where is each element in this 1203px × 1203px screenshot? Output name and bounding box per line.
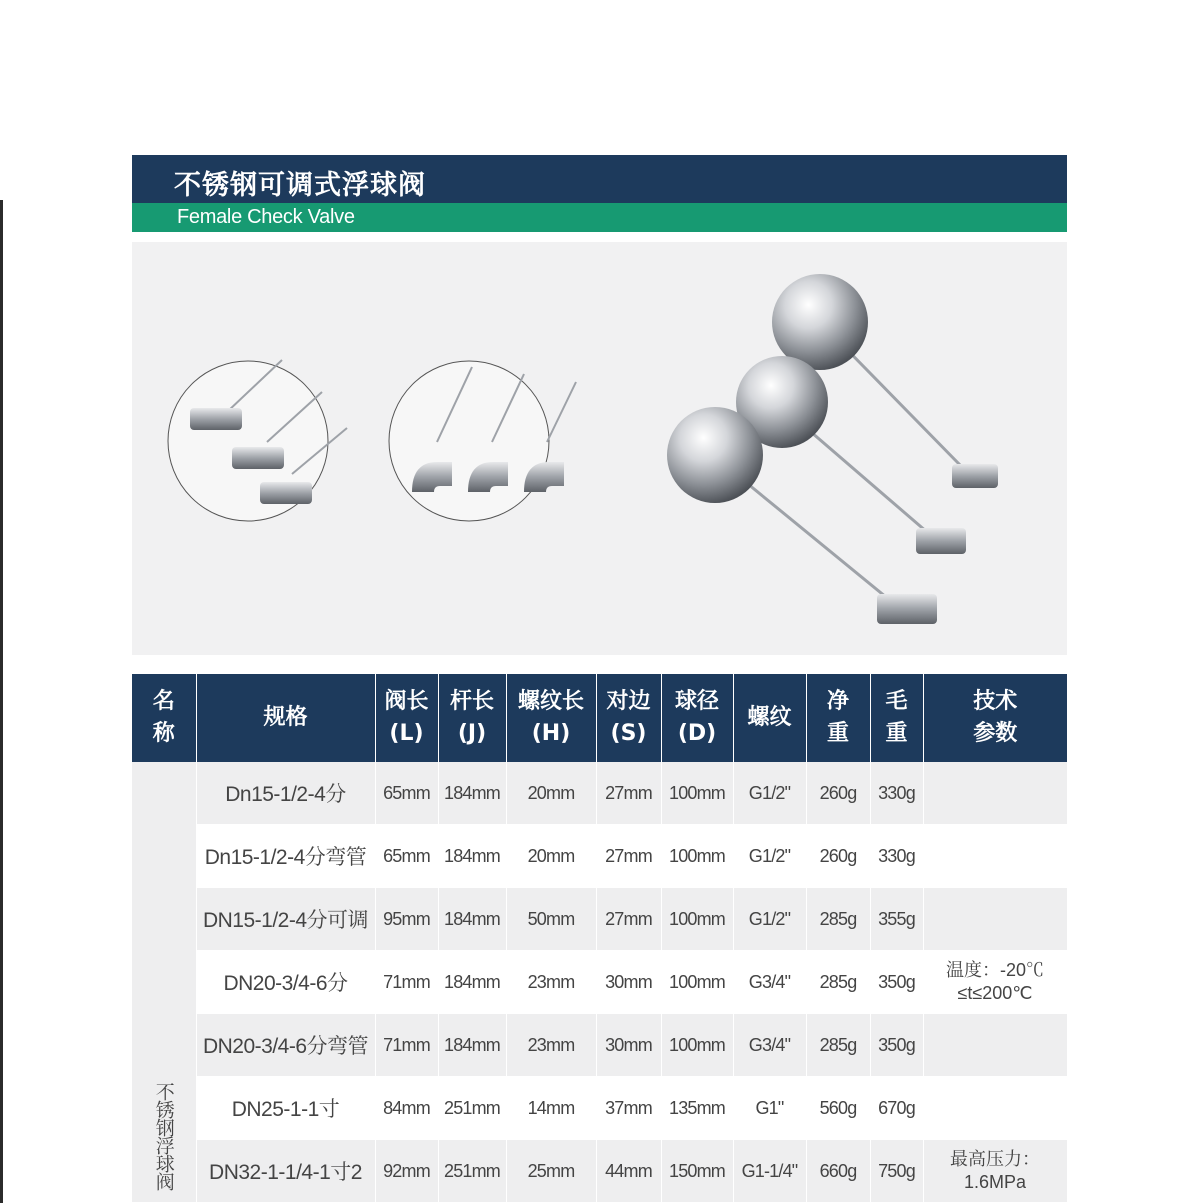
header-d: 球径 (D)	[661, 674, 733, 762]
cell-d: 100mm	[661, 888, 733, 951]
cell-j: 184mm	[438, 1014, 506, 1077]
cell-gross: 670g	[870, 1077, 923, 1140]
cell-thread: G3/4"	[733, 951, 806, 1014]
cell-s: 37mm	[596, 1077, 661, 1140]
cell-d: 100mm	[661, 762, 733, 825]
cell-h: 23mm	[506, 951, 596, 1014]
header-s: 对边 (S)	[596, 674, 661, 762]
cell-d: 100mm	[661, 825, 733, 888]
cell-tech-pressure: 最高压力： 1.6MPa	[923, 1140, 1067, 1203]
cell-gross: 355g	[870, 888, 923, 951]
cell-s: 30mm	[596, 1014, 661, 1077]
header-spec: 规格	[196, 674, 375, 762]
cell-tech	[923, 1077, 1067, 1140]
cell-h: 23mm	[506, 1014, 596, 1077]
cell-net: 260g	[806, 762, 870, 825]
left-edge-rule	[0, 200, 3, 1203]
cell-j: 184mm	[438, 762, 506, 825]
cell-j: 251mm	[438, 1140, 506, 1203]
cell-spec: Dn15-1/2-4分	[196, 762, 375, 825]
header-tech-params: 技术 参数	[923, 674, 1067, 762]
table-header-row	[132, 674, 1067, 762]
cell-spec: Dn15-1/2-4分弯管	[196, 825, 375, 888]
product-illustration	[132, 242, 1067, 655]
cell-gross: 330g	[870, 762, 923, 825]
cell-tech	[923, 1014, 1067, 1077]
cell-thread: G1/2"	[733, 762, 806, 825]
cell-gross: 350g	[870, 1014, 923, 1077]
cell-net: 660g	[806, 1140, 870, 1203]
page-subtitle: Female Check Valve	[177, 206, 355, 228]
cell-thread: G1/2"	[733, 888, 806, 951]
cell-l: 65mm	[375, 825, 438, 888]
cell-j: 184mm	[438, 951, 506, 1014]
cell-spec: DN20-3/4-6分弯管	[196, 1014, 375, 1077]
cell-tech-temperature: 温度：-20℃ ≤t≤200℃	[923, 951, 1067, 1014]
subtitle-bar	[132, 203, 1067, 232]
cell-tech	[923, 825, 1067, 888]
cell-net: 560g	[806, 1077, 870, 1140]
header-gross-weight: 毛 重	[870, 674, 923, 762]
cell-gross: 350g	[870, 951, 923, 1014]
cell-s: 27mm	[596, 888, 661, 951]
page-title: 不锈钢可调式浮球阀	[174, 170, 426, 201]
table-row	[132, 1077, 1067, 1140]
cell-gross: 750g	[870, 1140, 923, 1203]
product-photo	[132, 242, 1067, 655]
cell-h: 20mm	[506, 762, 596, 825]
cell-thread: G3/4"	[733, 1014, 806, 1077]
cell-tech	[923, 762, 1067, 825]
product-name: 不锈钢浮球阀	[152, 1082, 175, 1190]
cell-spec: DN20-3/4-6分	[196, 951, 375, 1014]
elbow-valve-detail	[389, 361, 576, 521]
header-name: 名 称	[132, 674, 196, 762]
float-valve-assembly	[667, 274, 998, 624]
cell-l: 65mm	[375, 762, 438, 825]
cell-net: 260g	[806, 825, 870, 888]
cell-j: 251mm	[438, 1077, 506, 1140]
cell-gross: 330g	[870, 825, 923, 888]
cell-j: 184mm	[438, 888, 506, 951]
cell-s: 27mm	[596, 825, 661, 888]
cell-l: 95mm	[375, 888, 438, 951]
cell-l: 71mm	[375, 1014, 438, 1077]
cell-d: 135mm	[661, 1077, 733, 1140]
cell-spec: DN32-1-1/4-1寸2	[196, 1140, 375, 1203]
table-row	[132, 825, 1067, 888]
cell-net: 285g	[806, 888, 870, 951]
header-net-weight: 净 重	[806, 674, 870, 762]
header-h: 螺纹长 (H)	[506, 674, 596, 762]
cell-d: 100mm	[661, 1014, 733, 1077]
cell-d: 100mm	[661, 951, 733, 1014]
cell-thread: G1/2"	[733, 825, 806, 888]
cell-l: 71mm	[375, 951, 438, 1014]
cell-h: 14mm	[506, 1077, 596, 1140]
table-row	[132, 762, 1067, 825]
cell-s: 30mm	[596, 951, 661, 1014]
cell-net: 285g	[806, 1014, 870, 1077]
cell-thread: G1-1/4"	[733, 1140, 806, 1203]
table-row	[132, 1140, 1067, 1203]
header-thread: 螺纹	[733, 674, 806, 762]
cell-h: 50mm	[506, 888, 596, 951]
cell-net: 285g	[806, 951, 870, 1014]
table-row	[132, 951, 1067, 1014]
cell-h: 20mm	[506, 825, 596, 888]
title-bar	[132, 155, 1067, 203]
cell-l: 84mm	[375, 1077, 438, 1140]
header-l: 阀长 (L)	[375, 674, 438, 762]
product-name-cell	[132, 762, 196, 1203]
cell-d: 150mm	[661, 1140, 733, 1203]
table-row	[132, 888, 1067, 951]
cell-s: 27mm	[596, 762, 661, 825]
cell-thread: G1"	[733, 1077, 806, 1140]
cell-j: 184mm	[438, 825, 506, 888]
cell-spec: DN25-1-1寸	[196, 1077, 375, 1140]
cell-l: 92mm	[375, 1140, 438, 1203]
cell-h: 25mm	[506, 1140, 596, 1203]
straight-valve-detail	[168, 360, 347, 521]
header-j: 杆长 (J)	[438, 674, 506, 762]
table-row	[132, 1014, 1067, 1077]
cell-tech	[923, 888, 1067, 951]
cell-s: 44mm	[596, 1140, 661, 1203]
cell-spec: DN15-1/2-4分可调	[196, 888, 375, 951]
spec-table	[132, 674, 1068, 1203]
